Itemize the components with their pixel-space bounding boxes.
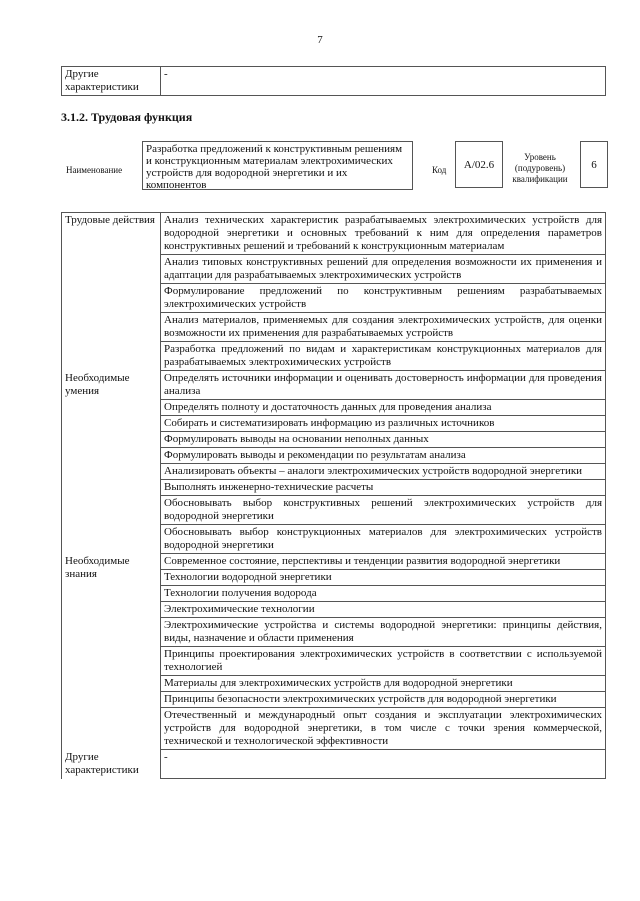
skill-item: Обосновывать выбор конструкционных материалов для электрохимических устройств водородной энергетики bbox=[161, 525, 606, 554]
other-characteristics-table-top bbox=[61, 66, 606, 96]
knowledge-item: Электрохимические технологии bbox=[161, 602, 606, 618]
labor-action-item: Анализ материалов, применяемых для создания электрохимических устройств, для оценки возможности их применения для разрабатываемых устройств bbox=[161, 313, 606, 342]
labor-action-item: Формулирование предложений по конструктивным решениям разрабатываемых электрохимических устройств bbox=[161, 284, 606, 313]
knowledge-label: Необходимые знания bbox=[62, 554, 161, 750]
level-label: Уровень (подуровень) квалификации bbox=[512, 152, 568, 184]
name-value: Разработка предложений к конструктивным решениям и конструкционным материалам электрохимических устройств для водородной энергетики и их компонентов bbox=[142, 141, 413, 190]
other-characteristics-value: - bbox=[161, 67, 606, 96]
knowledge-item: Технологии водородной энергетики bbox=[161, 570, 606, 586]
labor-action-item: Разработка предложений по видам и характеристикам конструкционных материалов для разрабатываемых электрохимических устройств bbox=[161, 342, 606, 371]
labor-function-table bbox=[61, 212, 606, 779]
other-characteristics-row bbox=[62, 750, 606, 779]
code-value: А/02.6 bbox=[455, 141, 503, 188]
skill-item: Выполнять инженерно-технические расчеты bbox=[161, 480, 606, 496]
other-label: Другие характеристики bbox=[62, 750, 161, 779]
labor-action-item: Анализ типовых конструктивных решений для определения возможности их применения и адаптации для разрабатываемых электрохимических устройств bbox=[161, 255, 606, 284]
knowledge-item: Технологии получения водорода bbox=[161, 586, 606, 602]
skill-item: Определять источники информации и оценивать достоверность информации для проведения анализа bbox=[161, 371, 606, 400]
skill-item: Формулировать выводы на основании неполных данных bbox=[161, 432, 606, 448]
skill-item: Собирать и систематизировать информацию из различных источников bbox=[161, 416, 606, 432]
section-heading: 3.1.2. Трудовая функция bbox=[61, 110, 193, 124]
name-label: Наименование bbox=[66, 165, 123, 175]
other-value: - bbox=[161, 750, 606, 779]
skill-item: Формулировать выводы и рекомендации по результатам анализа bbox=[161, 448, 606, 464]
skill-row bbox=[62, 371, 606, 400]
code-label: Код bbox=[432, 165, 447, 175]
knowledge-item: Принципы безопасности электрохимических устройств для водородной энергетики bbox=[161, 692, 606, 708]
labor-action-row bbox=[62, 213, 606, 255]
actions-label: Трудовые действия bbox=[62, 213, 161, 371]
level-value: 6 bbox=[580, 141, 608, 188]
page-number: 7 bbox=[317, 34, 323, 46]
skill-item: Анализировать объекты – аналоги электрохимических устройств водородной энергетики bbox=[161, 464, 606, 480]
skills-label: Необходимые умения bbox=[62, 371, 161, 554]
knowledge-item: Электрохимические устройства и системы водородной энергетики: принципы действия, виды, назначение и области применения bbox=[161, 618, 606, 647]
other-characteristics-label: Другие характеристики bbox=[62, 67, 161, 96]
knowledge-row bbox=[62, 554, 606, 570]
skill-item: Определять полноту и достаточность данных для проведения анализа bbox=[161, 400, 606, 416]
knowledge-item: Современное состояние, перспективы и тенденции развития водородной энергетики bbox=[161, 554, 606, 570]
knowledge-item: Принципы проектирования электрохимических устройств в соответствии с используемой технологией bbox=[161, 647, 606, 676]
skill-item: Обосновывать выбор конструктивных решений электрохимических устройств для водородной энергетики bbox=[161, 496, 606, 525]
labor-action-item: Анализ технических характеристик разрабатываемых электрохимических устройств для водородной энергетики и основных требований к ним для определения параметров конструктивных решений и требований к конструкционным материалам bbox=[161, 213, 606, 255]
knowledge-item: Материалы для электрохимических устройств для водородной энергетики bbox=[161, 676, 606, 692]
knowledge-item: Отечественный и международный опыт создания и эксплуатации электрохимических устройств для водородной энергетики, в том числе с точки зрения коммерческой, технической и технологической эффективности bbox=[161, 708, 606, 750]
